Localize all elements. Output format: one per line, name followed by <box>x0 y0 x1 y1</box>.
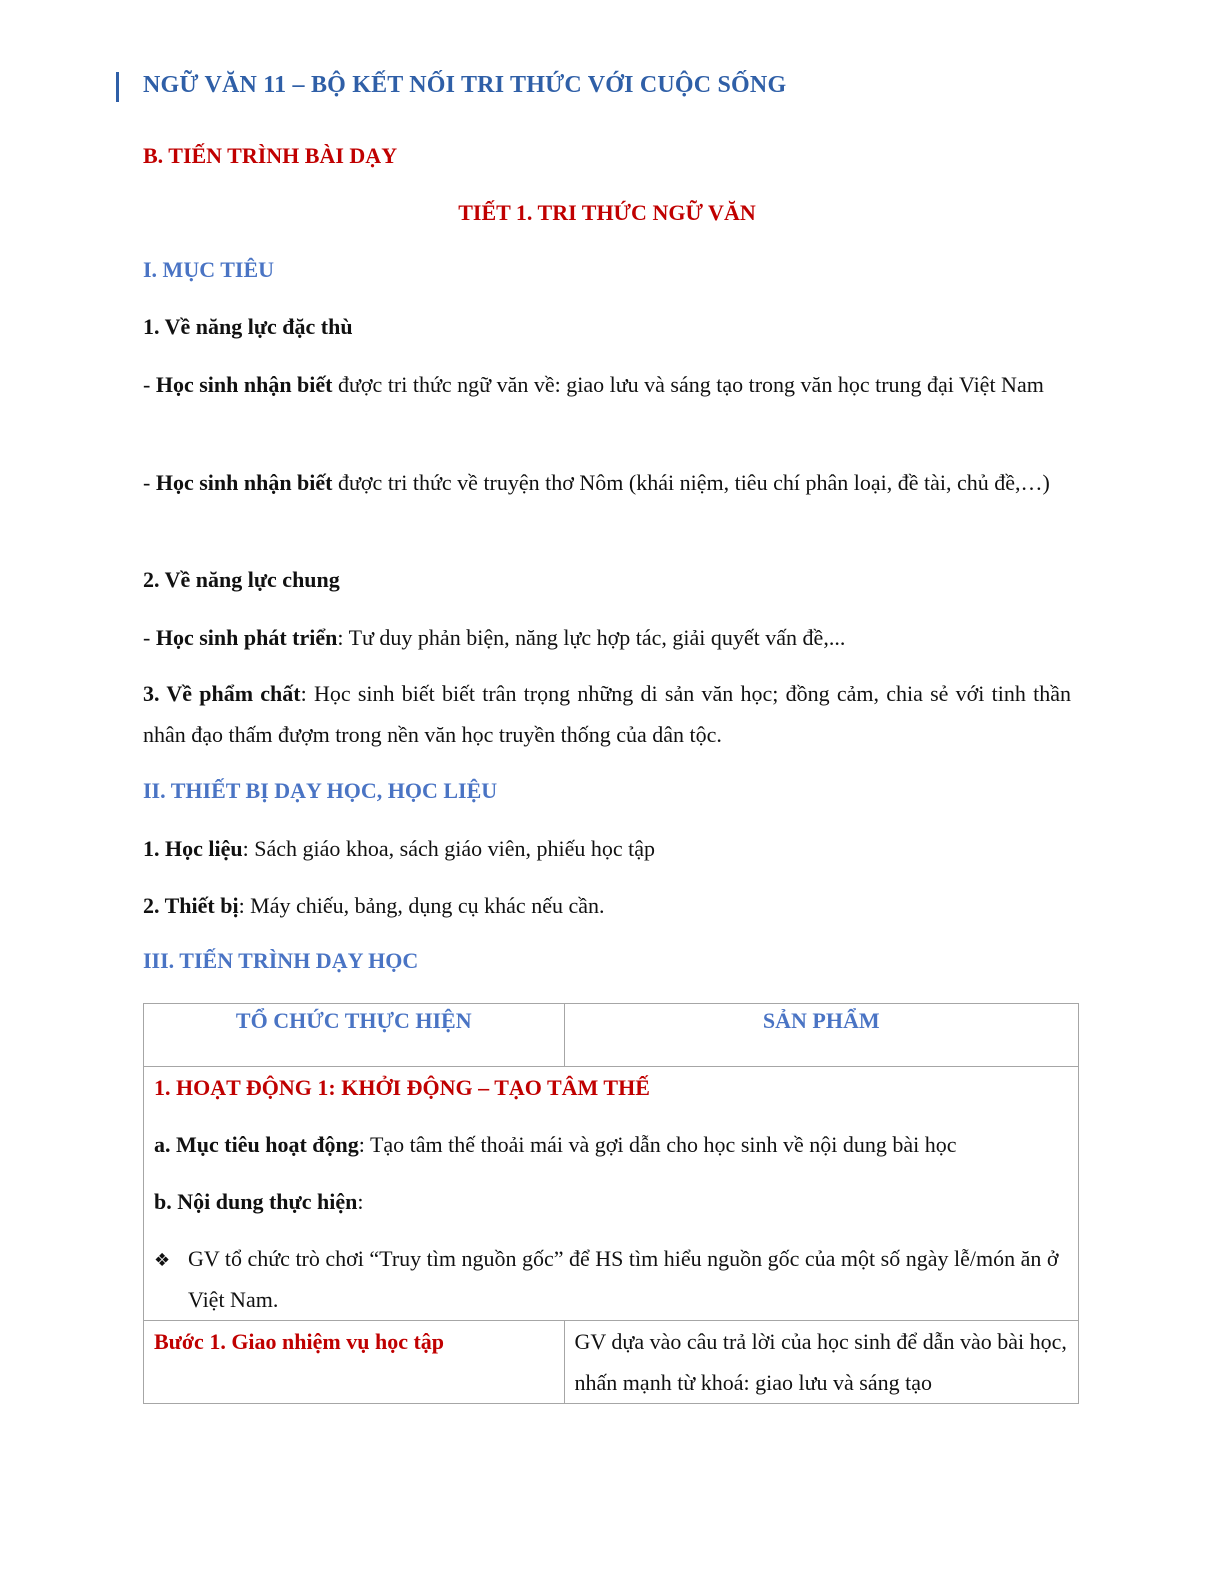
content-text: : <box>357 1189 364 1214</box>
p4-bold: 3. Về phẩm chất <box>143 681 301 706</box>
step1-product: GV dựa vào câu trả lời của học sinh để dẫn vào bài học, nhấn mạnh từ khoá: giao lưu và sáng tạo <box>564 1321 1078 1404</box>
part1-paragraph-4 <box>143 673 1071 755</box>
goal-text: : Tạo tâm thế thoải mái và gợi dẫn cho học sinh về nội dung bài học <box>358 1132 957 1157</box>
p2-1-text: : Sách giáo khoa, sách giáo viên, phiếu học tập <box>242 836 655 861</box>
activity-cell <box>144 1067 1079 1321</box>
activity-content <box>154 1181 1068 1222</box>
p2-2-bold: 2. Thiết bị <box>143 893 239 918</box>
p1-text: được tri thức ngữ văn về: giao lưu và sáng tạo trong văn học trung đại Việt Nam <box>332 372 1044 397</box>
part2-heading: II. THIẾT BỊ DẠY HỌC, HỌC LIỆU <box>143 778 498 803</box>
step1-label: Bước 1. Giao nhiệm vụ học tập <box>144 1321 565 1404</box>
running-header: NGỮ VĂN 11 – BỘ KẾT NỐI TRI THỨC VỚI CUỘC SỐNG <box>143 72 787 98</box>
col-header-organize: TỔ CHỨC THỰC HIỆN <box>144 1004 565 1067</box>
activity-goal <box>154 1124 1068 1165</box>
part1-heading: I. MỤC TIÊU <box>143 257 275 282</box>
diamond-bullet-icon: ❖ <box>154 1250 171 1271</box>
part1-paragraph-2: - Học sinh nhận biết được tri thức về truyện thơ Nôm (khái niệm, tiêu chí phân loại, đề tài, chủ đề,…) <box>143 470 1050 495</box>
bullet-item <box>154 1238 1068 1320</box>
part1-sub1: 1. Về năng lực đặc thù <box>143 314 353 339</box>
p3-text: : Tư duy phản biện, năng lực hợp tác, giải quyết vấn đề,... <box>337 625 846 650</box>
part2-paragraph-1 <box>143 828 1071 869</box>
p1-bold: Học sinh nhận biết <box>155 372 333 397</box>
p2-1-bold: 1. Học liệu <box>143 836 243 861</box>
lesson-plan-table <box>143 1003 1079 1404</box>
part1-paragraph-3: - Học sinh phát triển: Tư duy phản biện, năng lực hợp tác, giải quyết vấn đề,... <box>143 625 846 650</box>
activity-title: 1. HOẠT ĐỘNG 1: KHỞI ĐỘNG – TẠO TÂM THẾ <box>154 1075 650 1100</box>
table-header-row <box>144 1004 1079 1067</box>
goal-bold: a. Mục tiêu hoạt động <box>154 1132 359 1157</box>
p3-bold: Học sinh phát triển <box>155 625 338 650</box>
activity-row <box>144 1067 1079 1321</box>
p2-bold: Học sinh nhận biết <box>155 470 333 495</box>
lesson-title: TIẾT 1. TRI THỨC NGỮ VĂN <box>458 200 756 225</box>
content-bold: b. Nội dung thực hiện <box>154 1189 358 1214</box>
p2-2-text: : Máy chiếu, bảng, dụng cụ khác nếu cần. <box>238 893 605 918</box>
section-b-heading: B. TIẾN TRÌNH BÀI DẠY <box>143 143 398 168</box>
part2-paragraph-2 <box>143 885 1071 926</box>
p2-text: được tri thức về truyện thơ Nôm (khái niệm, tiêu chí phân loại, đề tài, chủ đề,…) <box>332 470 1050 495</box>
part3-heading: III. TIẾN TRÌNH DẠY HỌC <box>143 948 419 973</box>
p4-text: : Học sinh biết biết trân trọng những di sản văn học; đồng cảm, chia sẻ với tinh thần nhân đạo thấm đượm trong nền văn học truyền thống của dân tộc. <box>143 681 1071 747</box>
col-header-product: SẢN PHẨM <box>564 1004 1078 1067</box>
bullet-text: GV tổ chức trò chơi “Truy tìm nguồn gốc” để HS tìm hiểu nguồn gốc của một số ngày lễ/món ăn ở Việt Nam. <box>188 1246 1059 1312</box>
step-row <box>144 1321 1079 1404</box>
part1-paragraph-1: - Học sinh nhận biết được tri thức ngữ văn về: giao lưu và sáng tạo trong văn học trung đại Việt Nam <box>143 372 1044 397</box>
part1-sub2: 2. Về năng lực chung <box>143 567 340 592</box>
header-accent-bar <box>116 72 119 102</box>
